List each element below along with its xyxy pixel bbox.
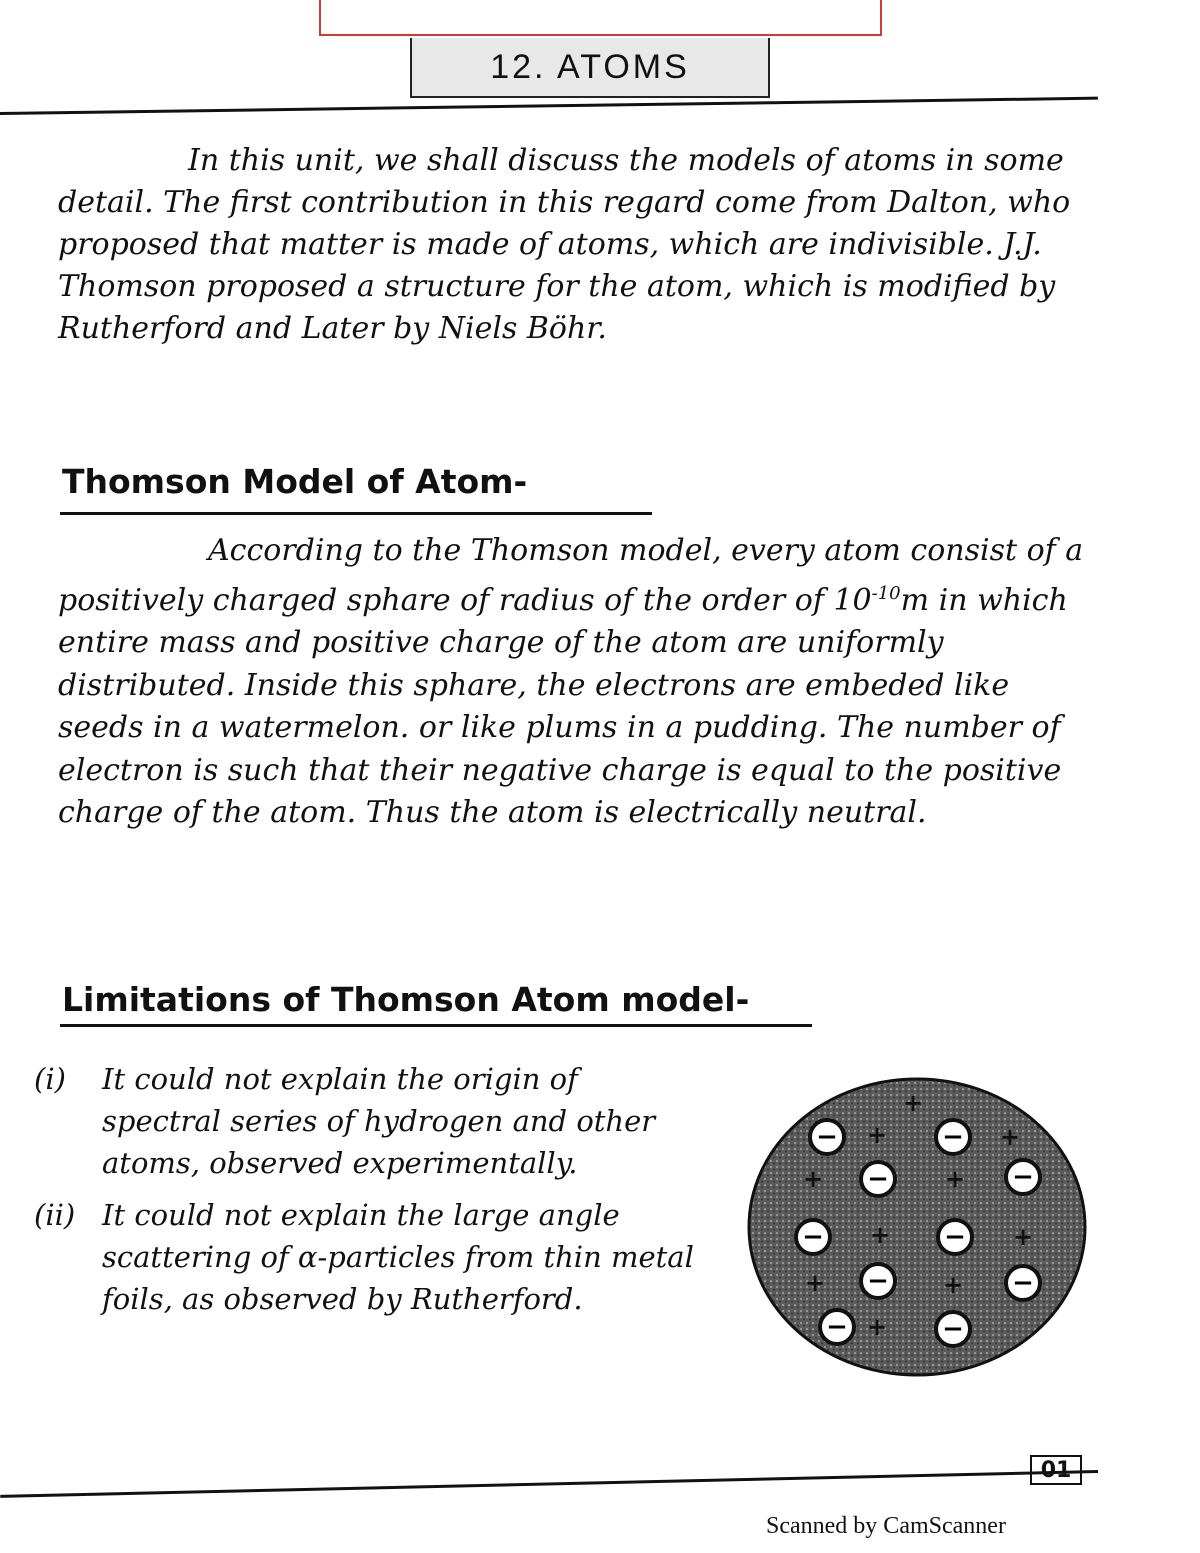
item-number: (ii): [34, 1198, 76, 1232]
item-text: It could not explain the origin of spectral series of hydrogen and other atoms, observed experimentally.: [102, 1062, 656, 1180]
thomson-heading: Thomson Model of Atom-: [62, 462, 528, 501]
svg-text:−: −: [942, 1122, 964, 1152]
limitations-heading-underline: [60, 1024, 812, 1027]
page-number: 01: [1030, 1455, 1082, 1485]
item-text: It could not explain the large angle scattering of α-particles from thin metal foils, as observed by Rutherford.: [102, 1198, 694, 1316]
top-divider: [0, 97, 1098, 115]
proton-icon: +: [869, 1221, 891, 1249]
proton-icon: +: [804, 1269, 826, 1297]
proton-icon: +: [902, 1089, 924, 1117]
electron-icon: [861, 1162, 895, 1196]
thomson-paragraph: [58, 530, 1098, 835]
thomson-atom-diagram: [745, 1075, 1090, 1380]
proton-icon: +: [1012, 1223, 1034, 1251]
svg-text:−: −: [816, 1122, 838, 1152]
thomson-text-part1: According to the Thomson model, every atom consist of a positively charged sphare of radius of the order of 10: [58, 533, 1084, 618]
limitations-list: [34, 1058, 694, 1330]
proton-icon: +: [866, 1121, 888, 1149]
header-frame: [319, 0, 882, 36]
proton-icon: +: [999, 1123, 1021, 1151]
scanner-watermark: Scanned by CamScanner: [766, 1513, 1006, 1539]
svg-text:−: −: [944, 1222, 966, 1252]
proton-icon: +: [866, 1313, 888, 1341]
electron-icon: [1006, 1266, 1040, 1300]
thomson-exponent: -10: [871, 582, 901, 604]
electron-icon: [938, 1220, 972, 1254]
thomson-text-part2: m in which entire mass and positive charge of the atom are uniformly distributed. Inside this sphare, the electrons are embeded like seeds in a watermelon. or like plums in a pudding. The number of electron is such that their negative charge is equal to the positive charge of the atom. Thus the atom is electrically neutral.: [58, 582, 1068, 830]
svg-text:−: −: [867, 1164, 889, 1194]
svg-text:−: −: [1012, 1268, 1034, 1298]
electron-icon: [796, 1220, 830, 1254]
svg-text:−: −: [802, 1222, 824, 1252]
list-item: [34, 1194, 694, 1320]
electron-icon: [861, 1264, 895, 1298]
thomson-heading-underline: [60, 512, 652, 515]
svg-text:−: −: [867, 1266, 889, 1296]
proton-icon: +: [942, 1271, 964, 1299]
electron-icon: [810, 1120, 844, 1154]
electron-icon: [1006, 1160, 1040, 1194]
list-item: [34, 1058, 694, 1184]
item-number: (i): [34, 1062, 66, 1096]
svg-text:−: −: [1012, 1162, 1034, 1192]
svg-text:−: −: [942, 1314, 964, 1344]
intro-text: In this unit, we shall discuss the models of atoms in some detail. The first contribution in this regard come from Dalton, who proposed that matter is made of atoms, which are indivisible. J.J. Thomson proposed a structure for the atom, which is modified by Rutherford and Later by Niels Böhr.: [58, 143, 1071, 346]
limitations-heading: Limitations of Thomson Atom model-: [62, 980, 750, 1019]
electron-icon: [936, 1120, 970, 1154]
electron-icon: [820, 1310, 854, 1344]
bottom-divider: [0, 1470, 1098, 1498]
chapter-title: 12. ATOMS: [410, 38, 770, 98]
proton-icon: +: [944, 1165, 966, 1193]
electron-icon: [936, 1312, 970, 1346]
proton-icon: +: [802, 1165, 824, 1193]
svg-text:−: −: [826, 1312, 848, 1342]
intro-paragraph: [58, 140, 1098, 350]
